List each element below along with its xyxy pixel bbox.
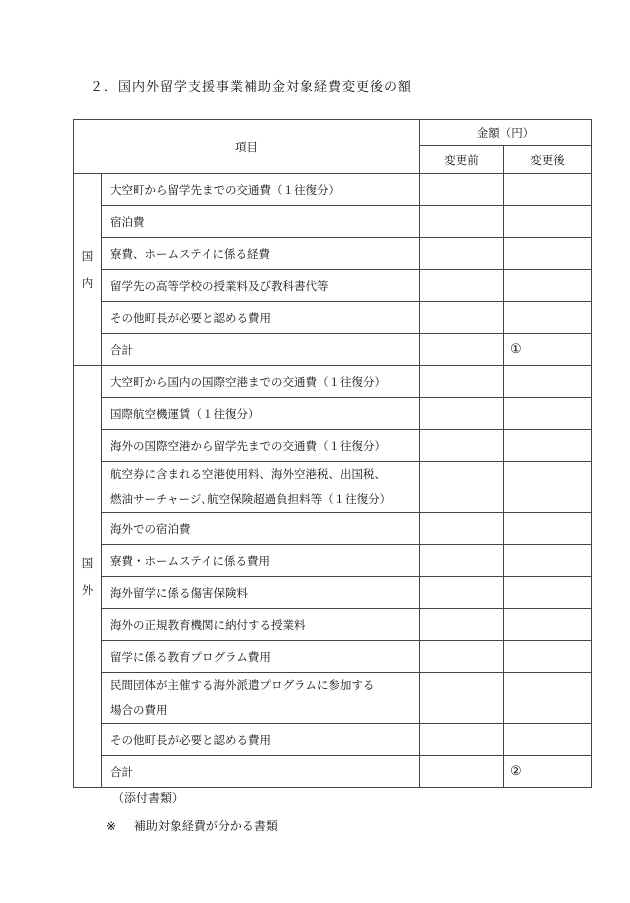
table-row bbox=[74, 270, 592, 302]
amount-before-cell[interactable] bbox=[420, 366, 504, 398]
amount-before-cell[interactable] bbox=[420, 462, 504, 513]
amount-before-cell[interactable] bbox=[420, 641, 504, 673]
overseas-side-label bbox=[74, 366, 102, 788]
side-char: 国 bbox=[81, 248, 94, 263]
table-row bbox=[74, 724, 592, 756]
amount-before-cell[interactable] bbox=[420, 270, 504, 302]
table-row bbox=[74, 545, 592, 577]
attachment-mark: ※ bbox=[106, 819, 117, 833]
table-row bbox=[74, 398, 592, 430]
before-header: 変更前 bbox=[420, 146, 504, 174]
table-row bbox=[74, 366, 592, 398]
attachment-item-text: 補助対象経費が分かる書類 bbox=[133, 819, 278, 833]
amount-after-cell[interactable]: ① bbox=[504, 334, 592, 366]
item-label: 留学に係る教育プログラム費用 bbox=[102, 641, 420, 673]
amount-before-cell[interactable] bbox=[420, 302, 504, 334]
amount-after-cell[interactable] bbox=[504, 513, 592, 545]
amount-before-cell[interactable] bbox=[420, 609, 504, 641]
amount-after-cell[interactable]: ② bbox=[504, 756, 592, 788]
side-char: 内 bbox=[81, 275, 94, 290]
amount-after-cell[interactable] bbox=[504, 609, 592, 641]
section-heading: ２．国内外留学支援事業補助金対象経費変更後の額 bbox=[90, 80, 413, 95]
amount-before-cell[interactable] bbox=[420, 334, 504, 366]
table-row bbox=[74, 430, 592, 462]
table-row bbox=[74, 577, 592, 609]
item-label: その他町長が必要と認める費用 bbox=[102, 302, 420, 334]
amount-after-cell[interactable] bbox=[504, 366, 592, 398]
item-label: 海外での宿泊費 bbox=[102, 513, 420, 545]
item-label-line: 民間団体が主催する海外派遣プログラムに参加する bbox=[110, 678, 375, 692]
amount-before-cell[interactable] bbox=[420, 174, 504, 206]
item-header: 項目 bbox=[74, 120, 420, 174]
amount-after-cell[interactable] bbox=[504, 238, 592, 270]
item-label-line: 燃油サーチャージ､航空保険超過負担料等（１往復分） bbox=[110, 492, 392, 506]
amount-after-cell[interactable] bbox=[504, 206, 592, 238]
item-label: その他町長が必要と認める費用 bbox=[102, 724, 420, 756]
table-row bbox=[74, 641, 592, 673]
table-row bbox=[74, 462, 592, 513]
amount-after-cell[interactable] bbox=[504, 545, 592, 577]
amount-before-cell[interactable] bbox=[420, 724, 504, 756]
table-row bbox=[74, 513, 592, 545]
amount-before-cell[interactable] bbox=[420, 756, 504, 788]
amount-after-cell[interactable] bbox=[504, 430, 592, 462]
amount-after-cell[interactable] bbox=[504, 302, 592, 334]
item-label: 合計 bbox=[102, 334, 420, 366]
item-label: 国際航空機運賃（１往復分） bbox=[102, 398, 420, 430]
amount-after-cell[interactable] bbox=[504, 577, 592, 609]
table-row bbox=[74, 238, 592, 270]
table-row bbox=[74, 756, 592, 788]
domestic-side-label bbox=[74, 174, 102, 366]
amount-before-cell[interactable] bbox=[420, 238, 504, 270]
item-label: 大空町から留学先までの交通費（１往復分） bbox=[102, 174, 420, 206]
amount-before-cell[interactable] bbox=[420, 673, 504, 724]
expense-table bbox=[73, 119, 592, 788]
amount-before-cell[interactable] bbox=[420, 430, 504, 462]
amount-after-cell[interactable] bbox=[504, 174, 592, 206]
item-label: 宿泊費 bbox=[102, 206, 420, 238]
amount-before-cell[interactable] bbox=[420, 545, 504, 577]
amount-after-cell[interactable] bbox=[504, 673, 592, 724]
table-row bbox=[74, 334, 592, 366]
table-row bbox=[74, 174, 592, 206]
amount-before-cell[interactable] bbox=[420, 206, 504, 238]
item-label-line: 航空券に含まれる空港使用料、海外空港税、出国税、 bbox=[110, 467, 386, 481]
overseas-section bbox=[74, 366, 592, 788]
item-label: 合計 bbox=[102, 756, 420, 788]
item-label: 寮費、ホームステイに係る経費 bbox=[102, 238, 420, 270]
attachment-item bbox=[106, 817, 278, 834]
after-header: 変更後 bbox=[504, 146, 592, 174]
amount-after-cell[interactable] bbox=[504, 641, 592, 673]
item-label: 寮費・ホームステイに係る費用 bbox=[102, 545, 420, 577]
amount-after-cell[interactable] bbox=[504, 398, 592, 430]
table-row bbox=[74, 302, 592, 334]
side-char: 国 bbox=[81, 555, 94, 570]
amount-after-cell[interactable] bbox=[504, 462, 592, 513]
table-row bbox=[74, 206, 592, 238]
item-label: 海外の正規教育機関に納付する授業料 bbox=[102, 609, 420, 641]
amount-before-cell[interactable] bbox=[420, 577, 504, 609]
amount-before-cell[interactable] bbox=[420, 398, 504, 430]
table-row bbox=[74, 673, 592, 724]
table-row bbox=[74, 609, 592, 641]
domestic-section bbox=[74, 174, 592, 366]
amount-after-cell[interactable] bbox=[504, 270, 592, 302]
item-label-line: 場合の費用 bbox=[110, 703, 168, 717]
item-label bbox=[102, 462, 420, 513]
item-label: 海外の国際空港から留学先までの交通費（１往復分） bbox=[102, 430, 420, 462]
item-label: 海外留学に係る傷害保険料 bbox=[102, 577, 420, 609]
item-label: 大空町から国内の国際空港までの交通費（１往復分） bbox=[102, 366, 420, 398]
amount-header: 金額（円） bbox=[420, 120, 592, 146]
amount-after-cell[interactable] bbox=[504, 724, 592, 756]
item-label: 留学先の高等学校の授業料及び教科書代等 bbox=[102, 270, 420, 302]
amount-before-cell[interactable] bbox=[420, 513, 504, 545]
item-label bbox=[102, 673, 420, 724]
attachments-label: （添付書類） bbox=[112, 791, 185, 805]
side-char: 外 bbox=[81, 582, 94, 597]
